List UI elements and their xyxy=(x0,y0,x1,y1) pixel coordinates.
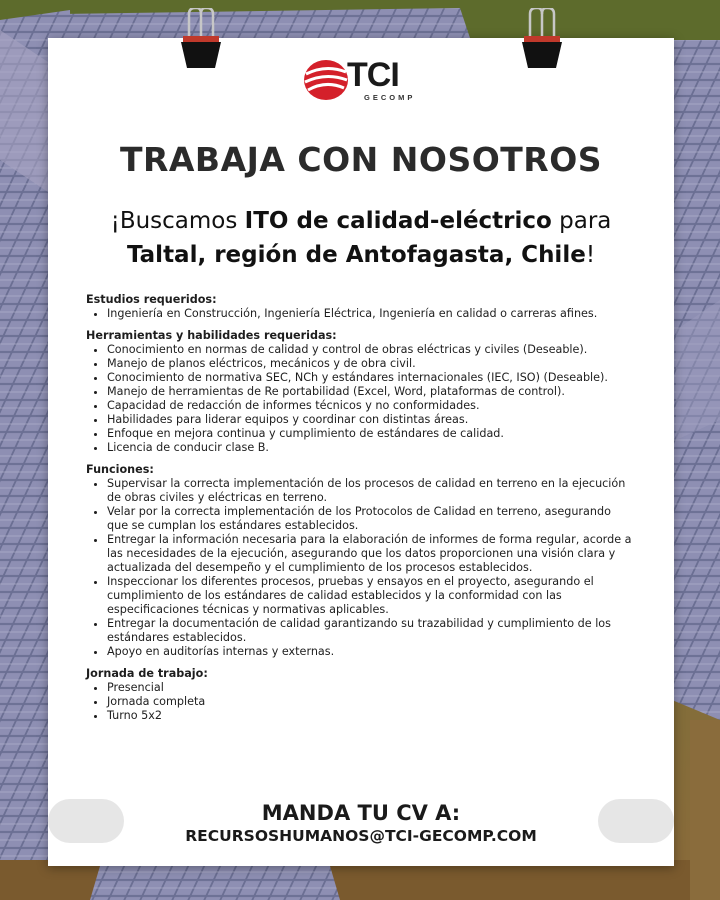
list-item: • Licencia de conducir clase B. xyxy=(107,441,634,455)
binder-clip-icon xyxy=(175,8,227,70)
subhead-role: ITO de calidad-eléctrico xyxy=(244,208,552,234)
job-section xyxy=(86,667,634,723)
list-item: • Apoyo en auditorías internas y externas. xyxy=(107,645,634,659)
list-item: • Supervisar la correcta implementación de los procesos de calidad en terreno en la ejecución de obras civiles y eléctricas en terreno. xyxy=(107,477,634,505)
subhead-middle: para xyxy=(551,208,612,234)
job-subheading xyxy=(48,204,674,272)
logo-wordmark: TCI xyxy=(347,56,399,94)
list-item: • Manejo de herramientas de Re portabilidad (Excel, Word, plataformas de control). xyxy=(107,385,634,399)
binder-clip-icon xyxy=(516,8,568,70)
list-item: • Manejo de planos eléctricos, mecánicos y de obra civil. xyxy=(107,357,634,371)
list-item: • Conocimiento de normativa SEC, NCh y estándares internacionales (IEC, ISO) (Deseable). xyxy=(107,371,634,385)
list-item: • Entregar la información necesaria para la elaboración de informes de forma regular, acorde a las necesidades de la ejecución, asegurando que los datos proporcionen una visión clara y actualizada del desempeño y el cumplimiento de los procesos establecidos. xyxy=(107,533,634,575)
company-logo xyxy=(302,56,420,106)
list-item: • Jornada completa xyxy=(107,695,634,709)
cta-title: MANDA TU CV A: xyxy=(261,801,461,825)
list-item: • Velar por la correcta implementación de los Protocolos de Calidad en terreno, asegurando que se cumplan los estándares establecidos. xyxy=(107,505,634,533)
subhead-location: Taltal, región de Antofagasta, Chile xyxy=(126,242,586,268)
job-details xyxy=(86,293,634,731)
bullet-list xyxy=(86,343,634,455)
bullet-list xyxy=(86,681,634,723)
list-item: • Inspeccionar los diferentes procesos, pruebas y ensayos en el proyecto, asegurando el cumplimiento de los estándares de calidad establecidos y la conformidad con las especificaciones técnicas y normativas aplicables. xyxy=(107,575,634,617)
list-item: • Presencial xyxy=(107,681,634,695)
list-item: • Conocimiento en normas de calidad y control de obras eléctricas y civiles (Deseable). xyxy=(107,343,634,357)
list-item: • Ingeniería en Construcción, Ingeniería Eléctrica, Ingeniería en calidad o carreras afines. xyxy=(107,307,634,321)
job-section xyxy=(86,293,634,321)
cta-email: RECURSOSHUMANOS@TCI-GECOMP.COM xyxy=(185,827,537,845)
section-title: Estudios requeridos: xyxy=(86,293,217,306)
bullet-list xyxy=(86,307,634,321)
list-item: • Entregar la documentación de calidad garantizando su trazabilidad y cumplimiento de los estándares establecidos. xyxy=(107,617,634,645)
job-section xyxy=(86,463,634,659)
tci-logo-icon xyxy=(302,58,350,102)
list-item: • Capacidad de redacción de informes técnicos y no conformidades. xyxy=(107,399,634,413)
list-item: • Enfoque en mejora continua y cumplimiento de estándares de calidad. xyxy=(107,427,634,441)
section-title: Funciones: xyxy=(86,463,154,476)
page-title: TRABAJA CON NOSOTROS xyxy=(119,140,603,179)
list-item: • Habilidades para liderar equipos y coordinar con distintas áreas. xyxy=(107,413,634,427)
subhead-suffix: ! xyxy=(585,242,596,268)
section-title: Herramientas y habilidades requeridas: xyxy=(86,329,337,342)
logo-subname: GECOMP xyxy=(364,93,416,102)
bullet-list xyxy=(86,477,634,659)
job-section xyxy=(86,329,634,455)
list-item: • Turno 5x2 xyxy=(107,709,634,723)
section-title: Jornada de trabajo: xyxy=(86,667,208,680)
subhead-prefix: ¡Buscamos xyxy=(110,208,245,234)
